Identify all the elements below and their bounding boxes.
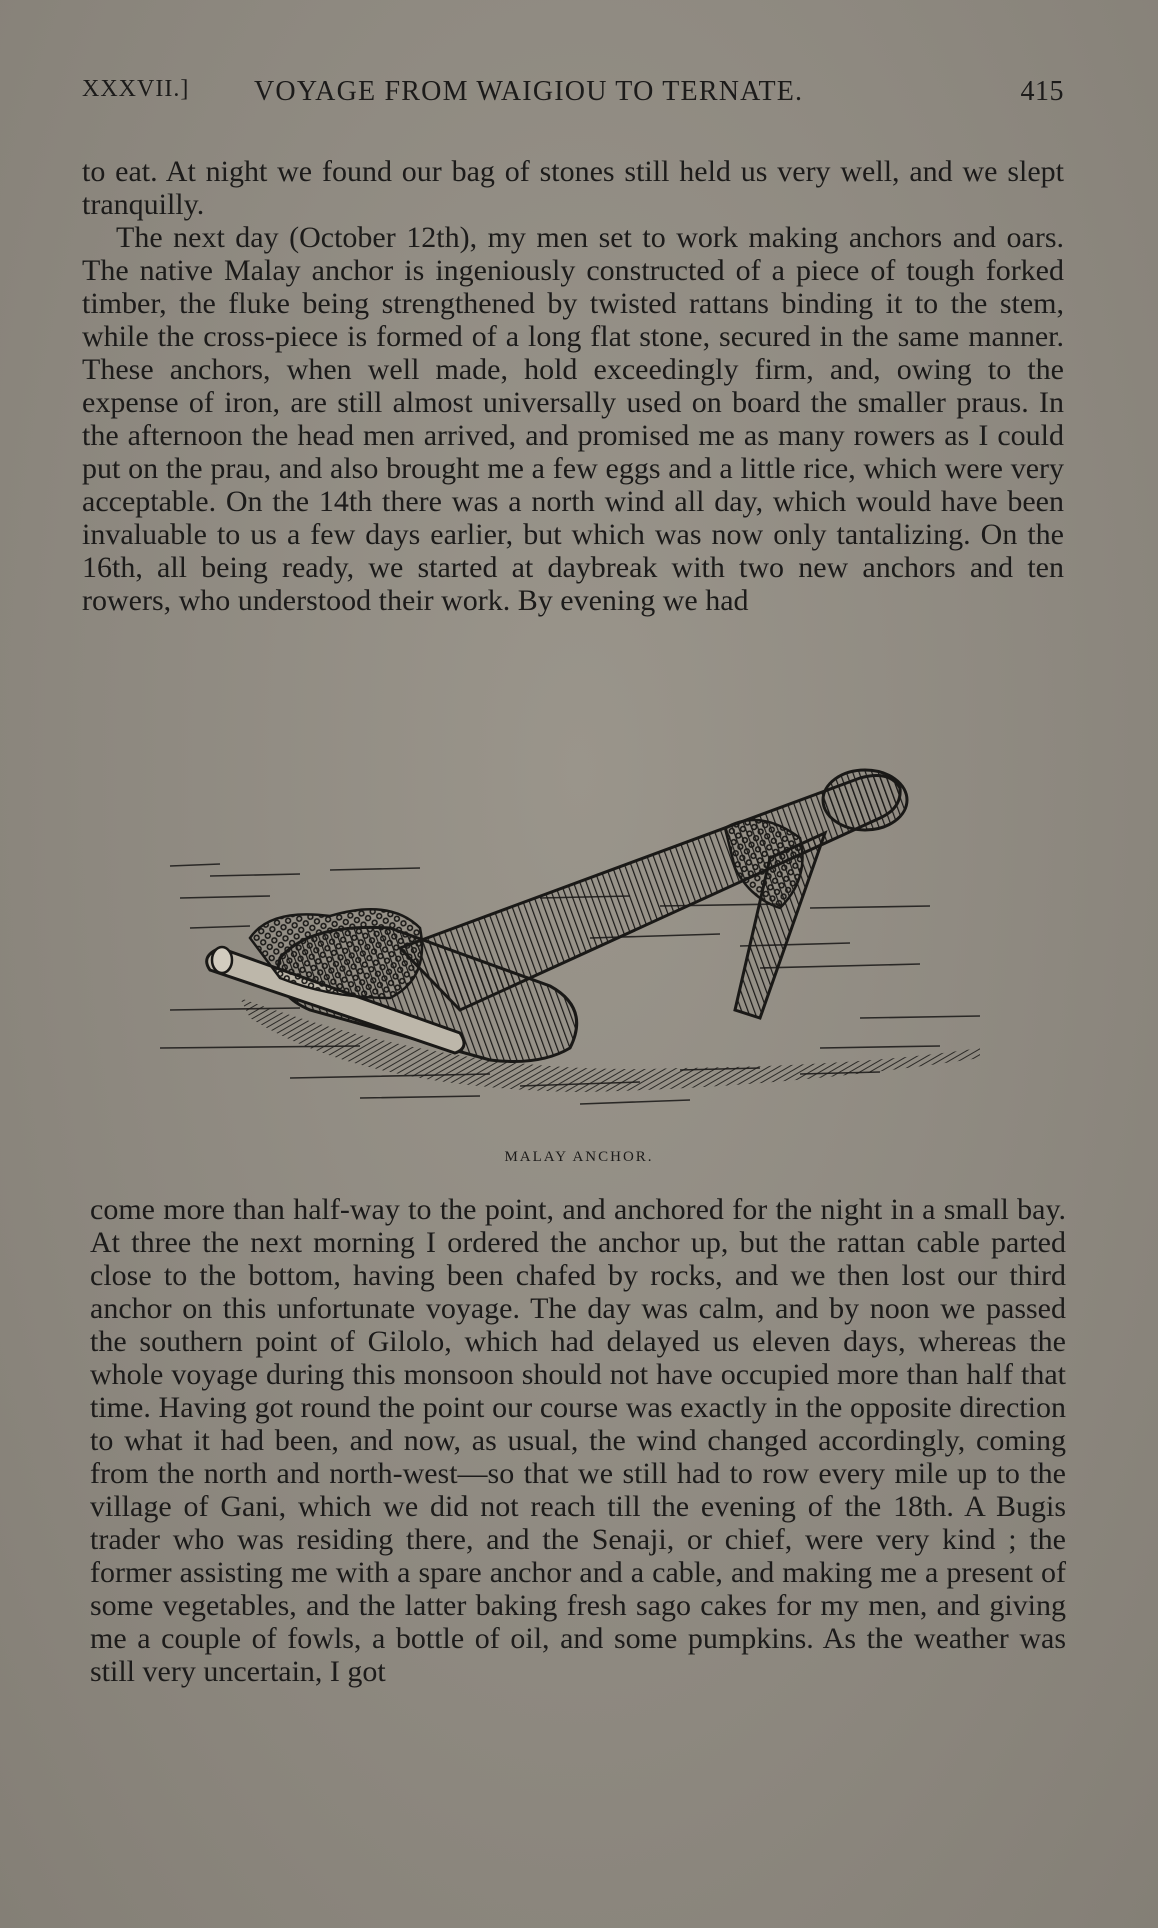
malay-anchor-illustration [160, 748, 1000, 1118]
running-head [82, 76, 1064, 110]
paragraph: The next day (October 12th), my men set to work making anchors and oars. The native Malay anchor is ingeniously constructed of a piece of tough forked timber, the fluke being strengthened by twisted rattans binding it to the stem, while the cross-piece is formed of a long flat stone, secured in the same manner. These anchors, when well made, hold exceedingly firm, and, owing to the expense of iron, are still almost universally used on board the smaller praus. In the afternoon the head men arrived, and promised me as many rowers as I could put on the prau, and also brought me a few eggs and a little rice, which were very acceptable. On the 14th there was a north wind all day, which would have been invaluable to us a few days earlier, but which was now only tantalizing. On the 16th, all being ready, we started at daybreak with two new anchors and ten rowers, who understood their work. By evening we had [82, 221, 1064, 617]
figure-caption: MALAY ANCHOR. [504, 1149, 654, 1165]
text-block-top [82, 155, 1064, 617]
paragraph: come more than half-way to the point, and anchored for the night in a small bay. At three the next morning I ordered the anchor up, but the rattan cable parted close to the bottom, having been chafed by rocks, and we then lost our third anchor on this unfortunate voyage. The day was calm, and by noon we passed the southern point of Gilolo, which had delayed us eleven days, whereas the whole voyage during this monsoon should not have occupied more than half that time. Having got round the point our course was exactly in the opposite direction to what it had been, and now, as usual, the wind changed accordingly, coming from the north and north-west—so that we still had to row every mile up to the village of Gani, which we did not reach till the evening of the 18th. A Bugis trader who was residing there, and the Senaji, or chief, were very kind ; the former assisting me with a spare anchor and a cable, and making me a present of some vegetables, and the latter baking fresh sago cakes for my men, and giving me a couple of fowls, a bottle of oil, and some pumpkins. As the weather was still very uncertain, I got [90, 1193, 1066, 1688]
chapter-number: XXXVII.] [82, 76, 190, 102]
page-number: 415 [1020, 76, 1064, 107]
anchor-engraving [160, 748, 1000, 1118]
chapter-title: VOYAGE FROM WAIGIOU TO TERNATE. [254, 76, 804, 107]
paragraph: to eat. At night we found our bag of stones still held us very well, and we slept tranquilly. [82, 155, 1064, 221]
text-block-bottom [90, 1193, 1066, 1688]
